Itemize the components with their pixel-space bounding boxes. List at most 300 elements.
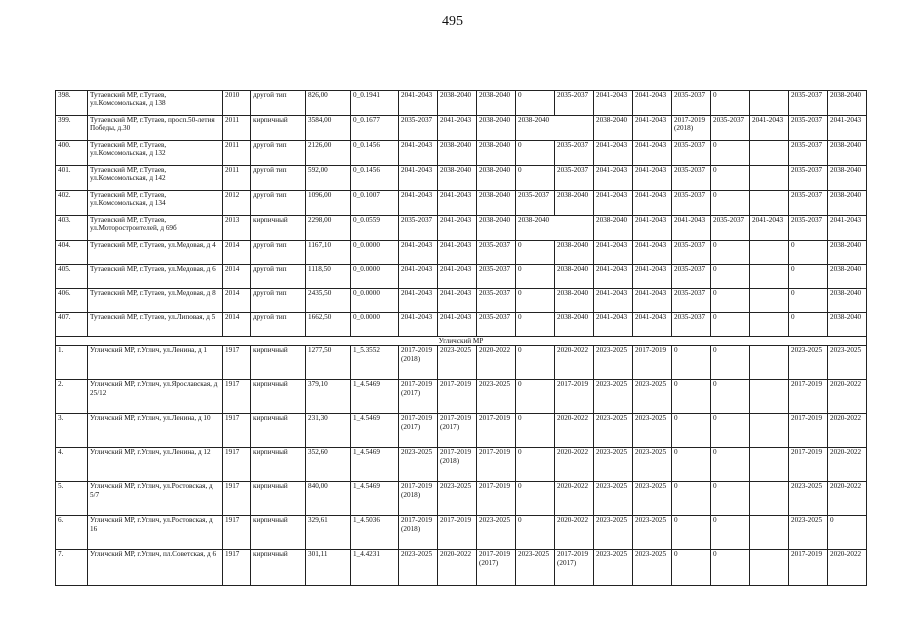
table-cell: кирпичный (251, 516, 306, 550)
table-cell: 2023-2025 (789, 482, 828, 516)
table-cell: 2038-2040 (477, 116, 516, 141)
table-cell: 0 (516, 91, 555, 116)
table-cell: 2023-2025 (594, 380, 633, 414)
table-cell: 2041-2043 (399, 241, 438, 265)
table-cell: 2017-2019 (477, 414, 516, 448)
table-row (56, 550, 867, 586)
table-row (56, 482, 867, 516)
table-cell: 1118,50 (306, 265, 351, 289)
table-cell: кирпичный (251, 550, 306, 586)
register-table (55, 90, 867, 586)
table-cell: 1917 (223, 380, 251, 414)
table-cell: 1167,10 (306, 241, 351, 265)
uglich-rows (56, 346, 867, 586)
table-cell: 2041-2043 (672, 216, 711, 241)
table-row (56, 313, 867, 337)
table-cell: 2035-2037 (477, 313, 516, 337)
table-cell: 0_0.1677 (351, 116, 399, 141)
table-cell (750, 482, 789, 516)
table-cell: 2014 (223, 313, 251, 337)
table-cell: 401. (56, 166, 88, 191)
table-cell: 2020-2022 (828, 550, 867, 586)
table-cell: 2038-2040 (555, 241, 594, 265)
table-cell: 4. (56, 448, 88, 482)
table-cell: 1917 (223, 346, 251, 380)
table-cell: 2041-2043 (399, 265, 438, 289)
table-cell: 2038-2040 (828, 313, 867, 337)
table-cell: 2041-2043 (438, 241, 477, 265)
table-cell: 0 (672, 346, 711, 380)
table-row (56, 191, 867, 216)
table-cell: 0_0.0000 (351, 289, 399, 313)
table-cell: 592,00 (306, 166, 351, 191)
table-cell: 2014 (223, 265, 251, 289)
table-cell: 2035-2037 (555, 166, 594, 191)
table-cell: 0 (516, 166, 555, 191)
table-cell: 2041-2043 (750, 216, 789, 241)
table-cell: 1096,00 (306, 191, 351, 216)
page-number: 495 (442, 14, 463, 29)
table-cell: 2041-2043 (633, 141, 672, 166)
table-cell: 1_5.3552 (351, 346, 399, 380)
table-cell: 2038-2040 (516, 216, 594, 241)
table-cell: 3584,00 (306, 116, 351, 141)
table-cell: 379,10 (306, 380, 351, 414)
table-cell: 2017-2019 (2018) (399, 346, 438, 380)
table-cell: 2023-2025 (516, 550, 555, 586)
table-cell: 1. (56, 346, 88, 380)
table-cell: 2011 (223, 166, 251, 191)
table-cell: 0 (516, 313, 555, 337)
tutaev-rows (56, 91, 867, 337)
table-cell: 0 (789, 289, 828, 313)
table-cell: 2041-2043 (438, 265, 477, 289)
table-cell: 2035-2037 (789, 166, 828, 191)
table-cell: 2041-2043 (594, 166, 633, 191)
table-cell: 405. (56, 265, 88, 289)
table-cell: 404. (56, 241, 88, 265)
table-cell: 2023-2025 (633, 448, 672, 482)
table-cell: 2035-2037 (672, 191, 711, 216)
table-cell (750, 166, 789, 191)
table-cell: 0 (711, 141, 750, 166)
table-cell: 0_0.1941 (351, 91, 399, 116)
section-title: Угличский МР (56, 337, 867, 346)
table-cell: 5. (56, 482, 88, 516)
table-cell (750, 380, 789, 414)
table-cell: 2023-2025 (633, 380, 672, 414)
table-cell: 398. (56, 91, 88, 116)
table-cell: Тутаевский МР, г.Тутаев, ул.Комсомольская, д 142 (88, 166, 223, 191)
table-cell: 1917 (223, 414, 251, 448)
table-cell: 2017-2019 (2017) (477, 550, 516, 586)
table-cell: 0_0.0559 (351, 216, 399, 241)
table-cell: 2017-2019 (438, 516, 477, 550)
table-cell: 2038-2040 (828, 166, 867, 191)
table-cell: 0 (516, 482, 555, 516)
table-cell: кирпичный (251, 414, 306, 448)
table-cell: 0 (672, 516, 711, 550)
table-cell: 407. (56, 313, 88, 337)
table-cell: 0 (711, 289, 750, 313)
table-row (56, 166, 867, 191)
table-cell: 2023-2025 (399, 550, 438, 586)
table-cell: 0 (672, 414, 711, 448)
table-cell (750, 241, 789, 265)
table-cell: 2041-2043 (399, 91, 438, 116)
table-cell: 2020-2022 (828, 448, 867, 482)
table-cell: 2014 (223, 241, 251, 265)
table-cell: 1917 (223, 550, 251, 586)
table-cell: 2035-2037 (672, 313, 711, 337)
table-cell: 0 (711, 313, 750, 337)
table-cell: 0 (516, 346, 555, 380)
table-cell: 2041-2043 (594, 141, 633, 166)
table-cell: 2041-2043 (438, 191, 477, 216)
table-cell: 2020-2022 (555, 448, 594, 482)
table-cell: 2038-2040 (555, 313, 594, 337)
table-cell (750, 191, 789, 216)
table-cell: 2038-2040 (555, 289, 594, 313)
table-cell: 2020-2022 (555, 346, 594, 380)
table-cell: 2041-2043 (633, 265, 672, 289)
table-cell: 2041-2043 (594, 191, 633, 216)
table-cell: 7. (56, 550, 88, 586)
table-cell: 0 (711, 448, 750, 482)
table-cell: 2035-2037 (789, 141, 828, 166)
table-cell: Тутаевский МР, г.Тутаев, ул.Комсомольская, д 134 (88, 191, 223, 216)
table-cell: 2038-2040 (477, 91, 516, 116)
table-cell: 2035-2037 (477, 241, 516, 265)
table-cell: 6. (56, 516, 88, 550)
table-cell: 2038-2040 (555, 191, 594, 216)
table-cell: 2020-2022 (828, 482, 867, 516)
table-cell: 2038-2040 (438, 166, 477, 191)
table-cell: 2017-2019 (2017) (399, 380, 438, 414)
table-cell: другой тип (251, 166, 306, 191)
table-cell (750, 313, 789, 337)
table-cell: 2017-2019 (789, 380, 828, 414)
table-cell: другой тип (251, 191, 306, 216)
table-cell: 1_4.4231 (351, 550, 399, 586)
table-row (56, 241, 867, 265)
table-cell: 0 (789, 241, 828, 265)
table-cell: 0 (516, 141, 555, 166)
table-cell: 2017-2019 (2018) (399, 482, 438, 516)
table-cell: 1_4.5036 (351, 516, 399, 550)
table-cell: 2041-2043 (633, 91, 672, 116)
table-cell: 2038-2040 (828, 241, 867, 265)
table-cell: 2023-2025 (438, 346, 477, 380)
table-cell: 2038-2040 (438, 141, 477, 166)
table-cell: 2013 (223, 216, 251, 241)
table-cell: 2041-2043 (399, 313, 438, 337)
table-row (56, 265, 867, 289)
table-cell: 2041-2043 (828, 216, 867, 241)
table-cell: 2017-2019 (2017) (399, 414, 438, 448)
section-row (56, 337, 867, 346)
table-cell: 2023-2025 (594, 414, 633, 448)
table-cell: 2023-2025 (594, 482, 633, 516)
table-cell: 0 (516, 289, 555, 313)
table-cell: Угличский МР, г.Углич, ул.Ростовская, д 16 (88, 516, 223, 550)
table-cell: 0 (516, 516, 555, 550)
table-cell: 2020-2022 (828, 380, 867, 414)
table-cell: 2041-2043 (438, 116, 477, 141)
table-cell: 2023-2025 (438, 482, 477, 516)
table-cell: 2038-2040 (594, 116, 633, 141)
table-cell: 2041-2043 (399, 191, 438, 216)
table-cell: 329,61 (306, 516, 351, 550)
table-cell: Тутаевский МР, г.Тутаев, ул.Моторостроителей, д 69б (88, 216, 223, 241)
table-cell: 2020-2022 (477, 346, 516, 380)
table-cell: 2017-2019 (2018) (672, 116, 711, 141)
table-cell: 2038-2040 (555, 265, 594, 289)
table-cell (750, 516, 789, 550)
table-cell: 2035-2037 (672, 265, 711, 289)
table-cell: 2041-2043 (594, 289, 633, 313)
table-cell: 403. (56, 216, 88, 241)
table-cell: 3. (56, 414, 88, 448)
table-cell: 2038-2040 (477, 166, 516, 191)
table-cell (750, 414, 789, 448)
table-cell: 0 (672, 550, 711, 586)
table-cell: 0 (828, 516, 867, 550)
table-cell: Угличский МР, г.Углич, ул.Ленина, д 12 (88, 448, 223, 482)
table-cell: 0 (672, 482, 711, 516)
table-cell: 2035-2037 (672, 289, 711, 313)
table-cell: 2017-2019 (789, 448, 828, 482)
table-row (56, 141, 867, 166)
table-cell: другой тип (251, 289, 306, 313)
table-cell: 2017-2019 (789, 550, 828, 586)
table-cell (750, 265, 789, 289)
table-cell: 2038-2040 (828, 91, 867, 116)
table-cell: 2041-2043 (399, 141, 438, 166)
table-cell: 2017-2019 (633, 346, 672, 380)
table-cell: 2023-2025 (789, 516, 828, 550)
table-cell (750, 289, 789, 313)
table-cell: Тутаевский МР, г.Тутаев, ул.Липовая, д 5 (88, 313, 223, 337)
table-cell: 1_4.5469 (351, 414, 399, 448)
table-cell: 2020-2022 (555, 482, 594, 516)
table-cell: 2020-2022 (828, 414, 867, 448)
table-cell (750, 141, 789, 166)
table-cell: 2041-2043 (438, 313, 477, 337)
table-cell: Угличский МР, г.Углич, ул.Ростовская, д 5/7 (88, 482, 223, 516)
table-row (56, 116, 867, 141)
table-cell: Тутаевский МР, г.Тутаев, ул.Медовая, д 6 (88, 265, 223, 289)
table-cell: 0 (711, 166, 750, 191)
table-cell: кирпичный (251, 482, 306, 516)
table-cell: 1917 (223, 448, 251, 482)
table-cell: 0_0.0000 (351, 265, 399, 289)
table-cell: 0_0.0000 (351, 313, 399, 337)
table-cell: 2041-2043 (594, 313, 633, 337)
table-cell: 2041-2043 (633, 313, 672, 337)
table-cell: 2035-2037 (477, 265, 516, 289)
table-cell: 2435,50 (306, 289, 351, 313)
table-cell: 2017-2019 (2018) (438, 448, 477, 482)
table-row (56, 516, 867, 550)
table-cell: 0_0.1456 (351, 166, 399, 191)
table-cell: 0 (516, 265, 555, 289)
table-cell: 2041-2043 (633, 241, 672, 265)
table-cell: 0 (711, 346, 750, 380)
table-cell: другой тип (251, 265, 306, 289)
table-cell: 0 (516, 414, 555, 448)
table-cell: 2038-2040 (516, 116, 594, 141)
table-row (56, 91, 867, 116)
table-cell: 2038-2040 (477, 191, 516, 216)
table-cell: Тутаевский МР, г.Тутаев, ул.Комсомольская, д 138 (88, 91, 223, 116)
table-cell: 1277,50 (306, 346, 351, 380)
table-cell: другой тип (251, 91, 306, 116)
table-cell: 2035-2037 (399, 116, 438, 141)
table-cell: 1917 (223, 482, 251, 516)
table-cell: 2038-2040 (828, 191, 867, 216)
table-cell: 0 (516, 241, 555, 265)
table-cell: 0 (672, 448, 711, 482)
table-cell: 1_4.5469 (351, 448, 399, 482)
table-cell: 2023-2025 (594, 346, 633, 380)
table-cell: 0 (672, 380, 711, 414)
table-cell: 2035-2037 (516, 191, 555, 216)
table-cell: 352,60 (306, 448, 351, 482)
table-cell: 0 (516, 448, 555, 482)
table-cell (750, 550, 789, 586)
table-cell: 2017-2019 (2017) (438, 414, 477, 448)
table-cell: 2035-2037 (672, 91, 711, 116)
table-cell: 2023-2025 (399, 448, 438, 482)
table-cell: 2038-2040 (477, 216, 516, 241)
table-cell: 402. (56, 191, 88, 216)
table-row (56, 380, 867, 414)
table-cell: 2035-2037 (711, 216, 750, 241)
table-cell: 2023-2025 (594, 516, 633, 550)
table-cell: 0 (711, 380, 750, 414)
table-cell: 0 (516, 380, 555, 414)
table-cell: 2017-2019 (555, 380, 594, 414)
table-cell: 0_0.1007 (351, 191, 399, 216)
table-cell: другой тип (251, 141, 306, 166)
table-cell: 2035-2037 (672, 166, 711, 191)
table-cell: 2035-2037 (711, 116, 750, 141)
table-cell: 2038-2040 (828, 141, 867, 166)
table-row (56, 346, 867, 380)
table-cell: 0 (789, 313, 828, 337)
table-cell: 0 (711, 265, 750, 289)
table-cell: 2035-2037 (555, 141, 594, 166)
table-cell: Тутаевский МР, г.Тутаев, ул.Медовая, д 4 (88, 241, 223, 265)
table-cell: 2020-2022 (438, 550, 477, 586)
table-cell: 2023-2025 (633, 516, 672, 550)
table-cell: 0_0.0000 (351, 241, 399, 265)
table-cell: 2041-2043 (438, 289, 477, 313)
table-cell: 2023-2025 (477, 380, 516, 414)
table-cell: другой тип (251, 241, 306, 265)
table-cell: 2023-2025 (633, 414, 672, 448)
table-cell: 2041-2043 (633, 116, 672, 141)
table-cell: 2035-2037 (555, 91, 594, 116)
table-cell: 2017-2019 (477, 448, 516, 482)
table-cell: 2041-2043 (399, 166, 438, 191)
table-cell: Тутаевский МР, г.Тутаев, ул.Медовая, д 8 (88, 289, 223, 313)
table-cell: 0 (711, 191, 750, 216)
table-cell: 826,00 (306, 91, 351, 116)
table-cell: 0_0.1456 (351, 141, 399, 166)
table-cell: 2041-2043 (594, 241, 633, 265)
table-cell: 2038-2040 (594, 216, 633, 241)
table-cell: 2023-2025 (789, 346, 828, 380)
table-cell: кирпичный (251, 116, 306, 141)
table-cell: Тутаевский МР, г.Тутаев, просп.50-летия Победы, д.30 (88, 116, 223, 141)
table-cell: Угличский МР, г.Углич, ул.Ленина, д 10 (88, 414, 223, 448)
table-cell: 2041-2043 (633, 191, 672, 216)
table-cell: 2041-2043 (750, 116, 789, 141)
table-cell: 2298,00 (306, 216, 351, 241)
table-cell: 2126,00 (306, 141, 351, 166)
table-cell: 2014 (223, 289, 251, 313)
table-cell: 406. (56, 289, 88, 313)
table-cell: 2041-2043 (828, 116, 867, 141)
table-cell: 2017-2019 (789, 414, 828, 448)
table-cell: 1662,50 (306, 313, 351, 337)
table-cell: Угличский МР, г.Углич, ул.Ярославская, д 25/12 (88, 380, 223, 414)
table-cell: 2038-2040 (828, 265, 867, 289)
table-cell: 2041-2043 (438, 216, 477, 241)
table-cell: 2038-2040 (438, 91, 477, 116)
table-cell: Угличский МР, г.Углич, пл.Советская, д 6 (88, 550, 223, 586)
table-cell: 1_4.5469 (351, 380, 399, 414)
table-cell: 2038-2040 (828, 289, 867, 313)
table-cell: Угличский МР, г.Углич, ул.Ленина, д 1 (88, 346, 223, 380)
table-cell: 2020-2022 (555, 516, 594, 550)
table-cell: 2041-2043 (633, 216, 672, 241)
table-row (56, 289, 867, 313)
table-cell: 1917 (223, 516, 251, 550)
table-cell: 2035-2037 (672, 141, 711, 166)
table-cell: 0 (711, 516, 750, 550)
table-cell: 2011 (223, 141, 251, 166)
table-cell: 0 (711, 482, 750, 516)
table-cell: 2017-2019 (438, 380, 477, 414)
table-cell: кирпичный (251, 216, 306, 241)
table-cell: 2017-2019 (477, 482, 516, 516)
table-cell: 0 (711, 550, 750, 586)
table-cell: 2020-2022 (555, 414, 594, 448)
table-cell: 2017-2019 (2018) (399, 516, 438, 550)
table-cell: 2012 (223, 191, 251, 216)
table-cell: 2041-2043 (633, 289, 672, 313)
table-cell: 2035-2037 (477, 289, 516, 313)
table-cell: 2041-2043 (633, 166, 672, 191)
table-cell: 1_4.5469 (351, 482, 399, 516)
table-cell: кирпичный (251, 380, 306, 414)
table-row (56, 414, 867, 448)
table-cell: 2035-2037 (789, 216, 828, 241)
table-cell: 2017-2019 (2017) (555, 550, 594, 586)
table-cell: 2023-2025 (477, 516, 516, 550)
table-cell: 2035-2037 (789, 116, 828, 141)
table-cell: 2035-2037 (789, 191, 828, 216)
table-cell: 0 (711, 91, 750, 116)
table-cell: 2023-2025 (633, 550, 672, 586)
table-cell: 301,11 (306, 550, 351, 586)
table-cell: 2023-2025 (633, 482, 672, 516)
table-cell: 2011 (223, 116, 251, 141)
table-cell: 2035-2037 (672, 241, 711, 265)
